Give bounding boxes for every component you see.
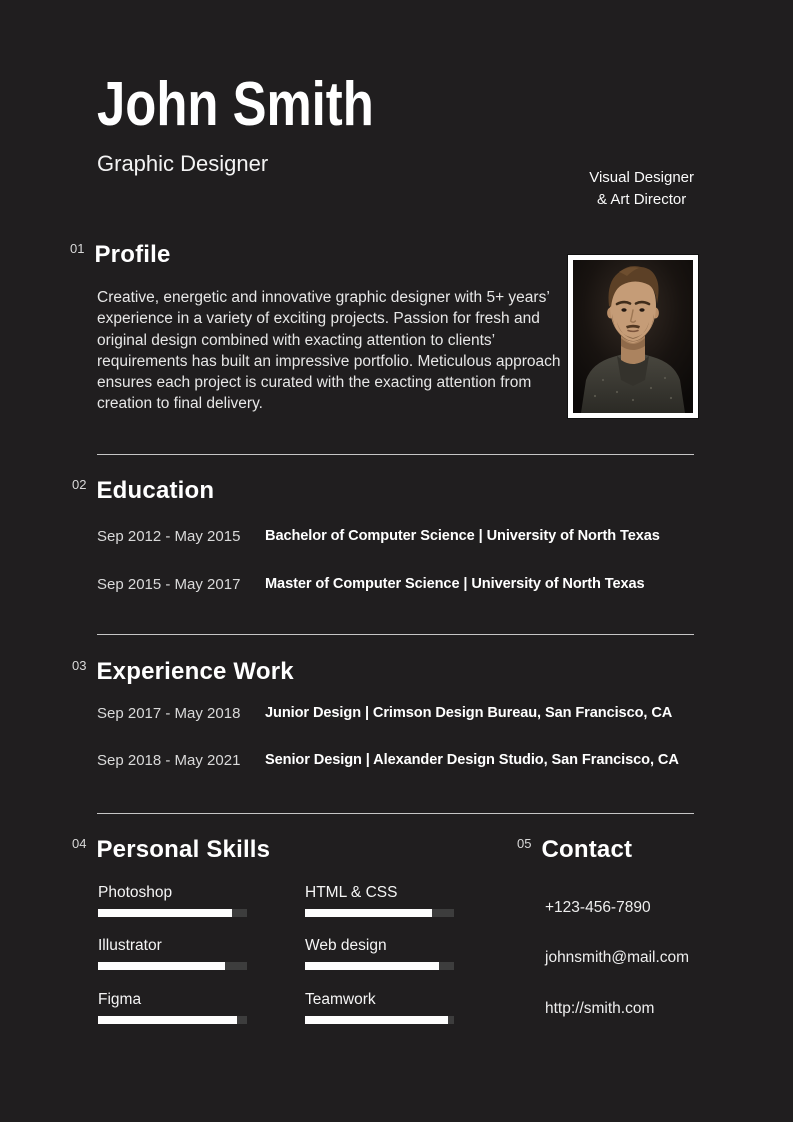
person-tagline bbox=[589, 167, 694, 210]
skill-bar-fill bbox=[305, 909, 432, 917]
section-title: Education bbox=[96, 477, 215, 504]
section-divider bbox=[97, 813, 694, 814]
skill-label: Illustrator bbox=[98, 937, 162, 954]
section-title: Profile bbox=[94, 241, 171, 268]
education-description: Bachelor of Computer Science | University of North Texas bbox=[265, 528, 660, 544]
contact-website: http://smith.com bbox=[545, 1000, 655, 1017]
section-heading-experience bbox=[72, 658, 294, 686]
skill-label: Teamwork bbox=[305, 991, 376, 1008]
contact-phone: +123-456-7890 bbox=[545, 899, 651, 916]
experience-dates: Sep 2018 - May 2021 bbox=[97, 752, 241, 769]
skill-bar-track bbox=[98, 909, 247, 917]
person-job-title: Graphic Designer bbox=[97, 151, 269, 176]
skill-bar-track bbox=[305, 1016, 454, 1024]
skill-bar-fill bbox=[98, 909, 232, 917]
skill-bar-track bbox=[305, 909, 454, 917]
skill-bar-fill bbox=[305, 962, 439, 970]
education-dates: Sep 2012 - May 2015 bbox=[97, 528, 241, 545]
skill-label: Figma bbox=[98, 991, 142, 1008]
section-number: 01 bbox=[70, 241, 85, 256]
section-title: Personal Skills bbox=[96, 836, 271, 863]
skill-bar-fill bbox=[98, 962, 225, 970]
education-entry bbox=[97, 527, 717, 546]
section-number: 03 bbox=[72, 658, 87, 673]
section-number: 04 bbox=[72, 836, 87, 851]
person-name: John Smith bbox=[97, 70, 374, 139]
education-description: Master of Computer Science | University of North Texas bbox=[265, 576, 645, 592]
education-entry bbox=[97, 575, 717, 594]
section-heading-education bbox=[72, 477, 214, 505]
section-number: 05 bbox=[517, 836, 532, 851]
skill-bar-track bbox=[305, 962, 454, 970]
tagline-line-2: & Art Director bbox=[597, 190, 687, 208]
skill-item bbox=[98, 936, 247, 970]
experience-description: Senior Design | Alexander Design Studio, San Francisco, CA bbox=[265, 752, 679, 768]
section-heading-profile bbox=[70, 241, 171, 269]
section-heading-contact bbox=[517, 836, 632, 864]
section-divider bbox=[97, 454, 694, 455]
skill-item bbox=[305, 936, 454, 970]
skill-bar-fill bbox=[98, 1016, 237, 1024]
section-title: Experience Work bbox=[96, 658, 294, 685]
skill-item bbox=[305, 883, 454, 917]
profile-summary-text: Creative, energetic and innovative graphic designer with 5+ years’ experience in a variety of exciting projects. Passion for fresh and original design combined with exacting attention to clients’ requirements has built an impressive portfolio. Meticulous approach ensures each project is curated with the exacting attention from creation to final delivery. bbox=[97, 289, 561, 413]
skill-label: HTML & CSS bbox=[305, 884, 398, 901]
skill-item bbox=[98, 883, 247, 917]
skill-item bbox=[98, 990, 247, 1024]
skill-label: Photoshop bbox=[98, 884, 173, 901]
experience-entry bbox=[97, 704, 717, 723]
skill-item bbox=[305, 990, 454, 1024]
section-heading-skills bbox=[72, 836, 270, 864]
skill-bar-track bbox=[98, 1016, 247, 1024]
section-title: Contact bbox=[541, 836, 633, 863]
profile-photo bbox=[568, 255, 698, 418]
section-divider bbox=[97, 634, 694, 635]
skill-bar-fill bbox=[305, 1016, 448, 1024]
experience-description: Junior Design | Crimson Design Bureau, San Francisco, CA bbox=[265, 705, 673, 721]
education-dates: Sep 2015 - May 2017 bbox=[97, 576, 241, 593]
contact-email: johnsmith@mail.com bbox=[545, 949, 690, 966]
portrait-illustration bbox=[573, 260, 693, 413]
skill-label: Web design bbox=[305, 937, 387, 954]
experience-entry bbox=[97, 751, 717, 770]
tagline-line-1: Visual Designer bbox=[589, 169, 694, 186]
section-number: 02 bbox=[72, 477, 87, 492]
skill-bar-track bbox=[98, 962, 247, 970]
experience-dates: Sep 2017 - May 2018 bbox=[97, 705, 241, 722]
